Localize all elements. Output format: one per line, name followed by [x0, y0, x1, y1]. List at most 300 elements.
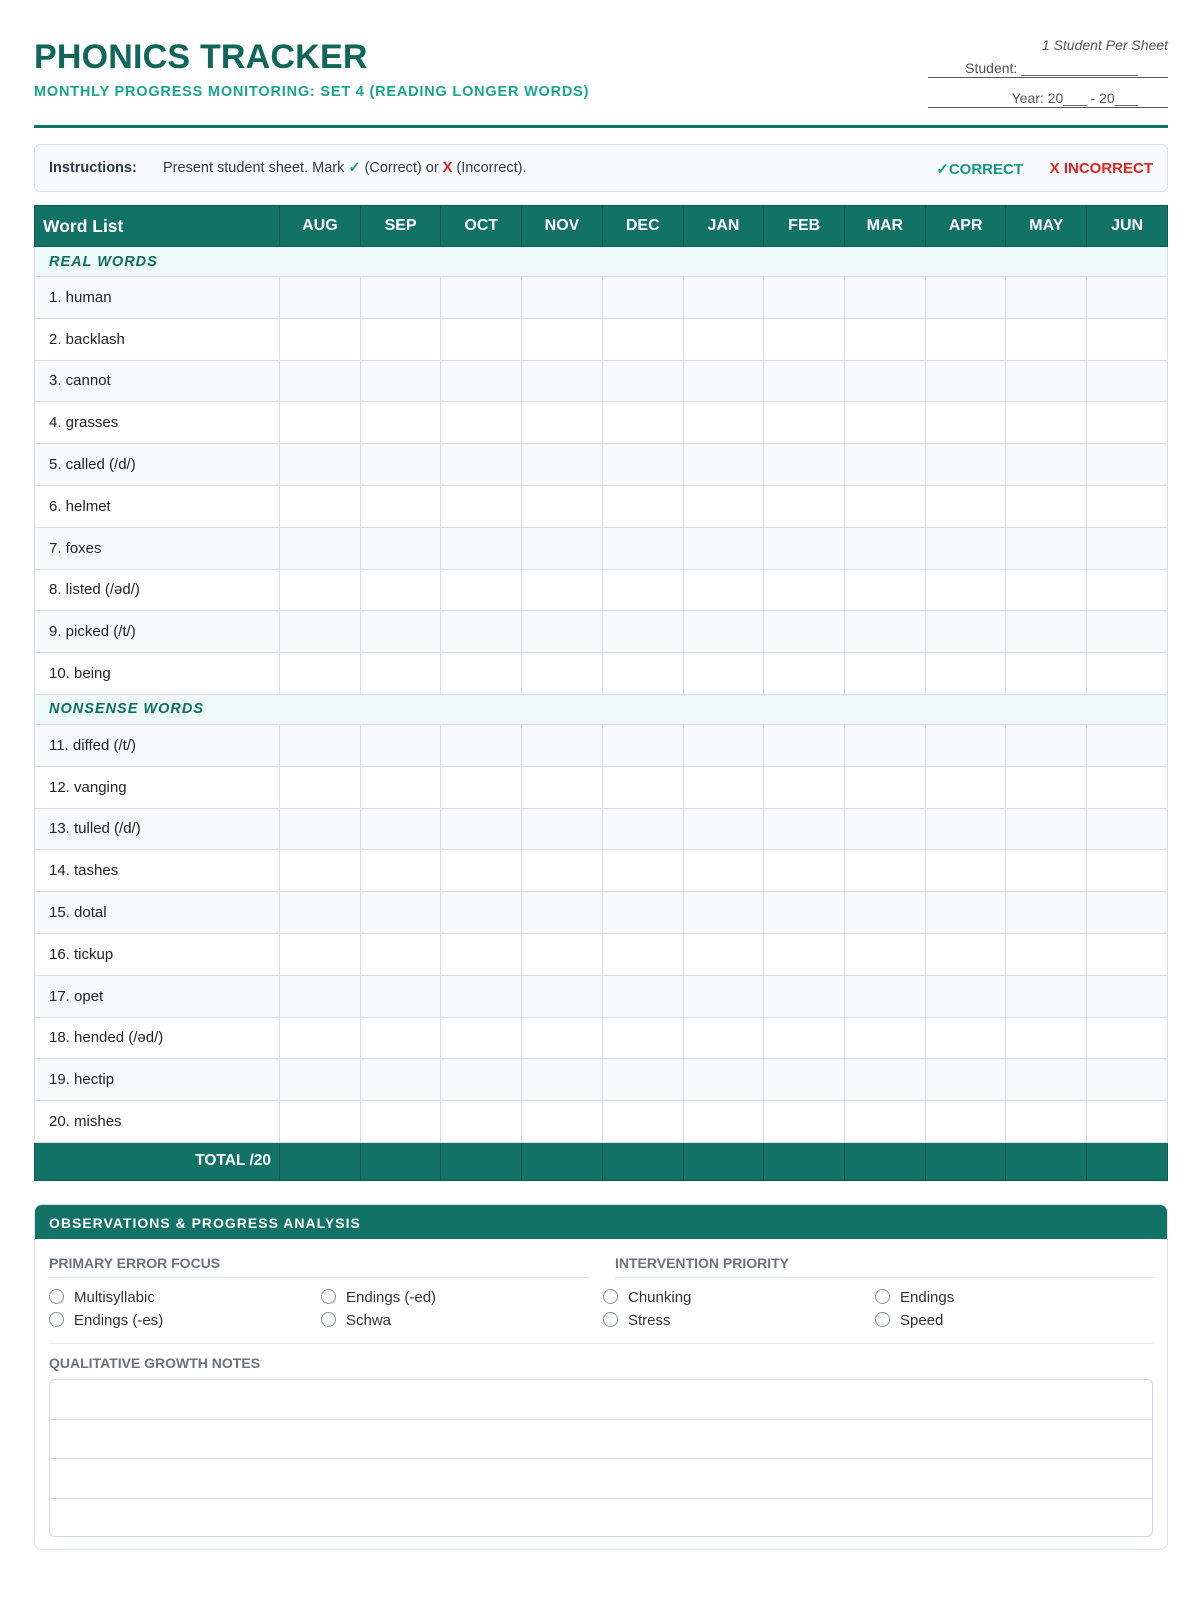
- score-cell-jun[interactable]: [1087, 892, 1168, 934]
- score-cell-sep[interactable]: [360, 527, 441, 569]
- score-cell-sep[interactable]: [360, 318, 441, 360]
- score-cell-apr[interactable]: [925, 933, 1006, 975]
- score-cell-aug[interactable]: [280, 724, 361, 766]
- score-cell-may[interactable]: [1006, 724, 1087, 766]
- option-endings-ed[interactable]: [321, 1289, 436, 1306]
- score-cell-apr[interactable]: [925, 444, 1006, 486]
- score-cell-dec[interactable]: [602, 1101, 683, 1143]
- notes-line[interactable]: [50, 1420, 1152, 1460]
- score-cell-nov[interactable]: [522, 850, 603, 892]
- table-row: [35, 402, 1168, 444]
- score-cell-apr[interactable]: [925, 1101, 1006, 1143]
- score-cell-dec[interactable]: [602, 850, 683, 892]
- word-cell: 10. being: [35, 653, 280, 695]
- option-label: Chunking: [628, 1289, 692, 1306]
- score-cell-jun[interactable]: [1087, 360, 1168, 402]
- option-speed[interactable]: [875, 1312, 943, 1329]
- score-cell-nov[interactable]: [522, 1059, 603, 1101]
- score-cell-nov[interactable]: [522, 892, 603, 934]
- score-cell-jan[interactable]: [683, 318, 764, 360]
- score-cell-feb[interactable]: [764, 527, 845, 569]
- score-cell-nov[interactable]: [522, 485, 603, 527]
- score-cell-nov[interactable]: [522, 724, 603, 766]
- score-cell-jun[interactable]: [1087, 1059, 1168, 1101]
- option-schwa[interactable]: [321, 1312, 391, 1329]
- month-header-oct: OCT: [441, 206, 522, 247]
- score-cell-dec[interactable]: [602, 444, 683, 486]
- score-cell-sep[interactable]: [360, 850, 441, 892]
- radio-icon[interactable]: [875, 1312, 890, 1327]
- page-subtitle: MONTHLY PROGRESS MONITORING: SET 4 (READING LONGER WORDS): [34, 84, 590, 100]
- score-cell-apr[interactable]: [925, 318, 1006, 360]
- page-title: PHONICS TRACKER: [34, 38, 368, 76]
- word-cell: 9. picked (/t/): [35, 611, 280, 653]
- score-cell-nov[interactable]: [522, 653, 603, 695]
- score-cell-may[interactable]: [1006, 850, 1087, 892]
- total-cell-jan[interactable]: [683, 1142, 764, 1180]
- score-cell-apr[interactable]: [925, 1059, 1006, 1101]
- score-cell-aug[interactable]: [280, 485, 361, 527]
- score-cell-aug[interactable]: [280, 933, 361, 975]
- month-header-feb: FEB: [764, 206, 845, 247]
- radio-icon[interactable]: [49, 1289, 64, 1304]
- score-cell-oct[interactable]: [441, 402, 522, 444]
- month-header-nov: NOV: [522, 206, 603, 247]
- score-cell-aug[interactable]: [280, 527, 361, 569]
- table-row: [35, 724, 1168, 766]
- total-cell-nov[interactable]: [522, 1142, 603, 1180]
- total-cell-jun[interactable]: [1087, 1142, 1168, 1180]
- score-cell-nov[interactable]: [522, 611, 603, 653]
- radio-icon[interactable]: [875, 1289, 890, 1304]
- total-cell-aug[interactable]: [280, 1142, 361, 1180]
- option-chunking[interactable]: [603, 1289, 691, 1306]
- score-cell-mar[interactable]: [845, 527, 926, 569]
- table-row: [35, 444, 1168, 486]
- score-cell-mar[interactable]: [845, 850, 926, 892]
- score-cell-aug[interactable]: [280, 850, 361, 892]
- table-header-row: [35, 206, 1168, 247]
- score-cell-jan[interactable]: [683, 569, 764, 611]
- score-cell-may[interactable]: [1006, 360, 1087, 402]
- score-cell-oct[interactable]: [441, 527, 522, 569]
- score-cell-dec[interactable]: [602, 318, 683, 360]
- score-cell-nov[interactable]: [522, 808, 603, 850]
- sheet-note: 1 Student Per Sheet: [1041, 37, 1168, 53]
- score-cell-jun[interactable]: [1087, 766, 1168, 808]
- score-cell-sep[interactable]: [360, 933, 441, 975]
- score-cell-jun[interactable]: [1087, 527, 1168, 569]
- score-cell-jan[interactable]: [683, 892, 764, 934]
- score-cell-oct[interactable]: [441, 850, 522, 892]
- score-cell-apr[interactable]: [925, 766, 1006, 808]
- score-cell-apr[interactable]: [925, 277, 1006, 319]
- score-cell-jun[interactable]: [1087, 277, 1168, 319]
- score-cell-apr[interactable]: [925, 1017, 1006, 1059]
- word-cell: 15. dotal: [35, 892, 280, 934]
- table-row: [35, 1101, 1168, 1143]
- score-cell-jun[interactable]: [1087, 808, 1168, 850]
- score-cell-aug[interactable]: [280, 569, 361, 611]
- score-cell-may[interactable]: [1006, 527, 1087, 569]
- score-cell-dec[interactable]: [602, 402, 683, 444]
- score-cell-dec[interactable]: [602, 975, 683, 1017]
- score-cell-nov[interactable]: [522, 766, 603, 808]
- score-cell-mar[interactable]: [845, 277, 926, 319]
- score-cell-feb[interactable]: [764, 933, 845, 975]
- score-cell-sep[interactable]: [360, 892, 441, 934]
- word-cell: 6. helmet: [35, 485, 280, 527]
- score-cell-oct[interactable]: [441, 1101, 522, 1143]
- score-cell-oct[interactable]: [441, 444, 522, 486]
- score-cell-nov[interactable]: [522, 1101, 603, 1143]
- score-cell-jan[interactable]: [683, 850, 764, 892]
- score-cell-jun[interactable]: [1087, 1101, 1168, 1143]
- score-cell-feb[interactable]: [764, 808, 845, 850]
- legend-incorrect: X INCORRECT: [1049, 160, 1153, 177]
- score-cell-oct[interactable]: [441, 975, 522, 1017]
- score-cell-feb[interactable]: [764, 444, 845, 486]
- score-cell-dec[interactable]: [602, 933, 683, 975]
- score-cell-sep[interactable]: [360, 402, 441, 444]
- score-cell-jan[interactable]: [683, 1017, 764, 1059]
- score-cell-apr[interactable]: [925, 850, 1006, 892]
- score-cell-may[interactable]: [1006, 569, 1087, 611]
- page-header: [34, 34, 1168, 128]
- score-cell-dec[interactable]: [602, 653, 683, 695]
- score-cell-may[interactable]: [1006, 975, 1087, 1017]
- word-cell: 12. vanging: [35, 766, 280, 808]
- score-cell-may[interactable]: [1006, 766, 1087, 808]
- score-cell-apr[interactable]: [925, 569, 1006, 611]
- score-cell-feb[interactable]: [764, 724, 845, 766]
- score-cell-apr[interactable]: [925, 808, 1006, 850]
- total-cell-feb[interactable]: [764, 1142, 845, 1180]
- score-cell-jun[interactable]: [1087, 724, 1168, 766]
- score-cell-jun[interactable]: [1087, 653, 1168, 695]
- score-cell-mar[interactable]: [845, 569, 926, 611]
- option-endings[interactable]: [875, 1289, 954, 1306]
- score-cell-oct[interactable]: [441, 318, 522, 360]
- score-cell-nov[interactable]: [522, 402, 603, 444]
- score-cell-mar[interactable]: [845, 933, 926, 975]
- table-row: [35, 485, 1168, 527]
- score-cell-dec[interactable]: [602, 892, 683, 934]
- score-cell-sep[interactable]: [360, 1059, 441, 1101]
- score-cell-apr[interactable]: [925, 724, 1006, 766]
- score-cell-feb[interactable]: [764, 277, 845, 319]
- section-title: NONSENSE WORDS: [35, 694, 1168, 724]
- score-cell-jan[interactable]: [683, 360, 764, 402]
- table-row: [35, 318, 1168, 360]
- word-cell: 3. cannot: [35, 360, 280, 402]
- radio-icon[interactable]: [603, 1312, 618, 1327]
- score-cell-oct[interactable]: [441, 485, 522, 527]
- score-cell-nov[interactable]: [522, 444, 603, 486]
- word-cell: 1. human: [35, 277, 280, 319]
- score-cell-sep[interactable]: [360, 277, 441, 319]
- table-row: [35, 808, 1168, 850]
- score-cell-feb[interactable]: [764, 1059, 845, 1101]
- total-cell-oct[interactable]: [441, 1142, 522, 1180]
- score-cell-dec[interactable]: [602, 360, 683, 402]
- score-cell-mar[interactable]: [845, 611, 926, 653]
- score-cell-jun[interactable]: [1087, 850, 1168, 892]
- score-cell-sep[interactable]: [360, 808, 441, 850]
- score-cell-apr[interactable]: [925, 975, 1006, 1017]
- score-cell-sep[interactable]: [360, 766, 441, 808]
- score-cell-jun[interactable]: [1087, 444, 1168, 486]
- option-endings-es[interactable]: [49, 1312, 163, 1329]
- score-cell-mar[interactable]: [845, 1059, 926, 1101]
- score-cell-feb[interactable]: [764, 569, 845, 611]
- score-cell-sep[interactable]: [360, 975, 441, 1017]
- total-cell-dec[interactable]: [602, 1142, 683, 1180]
- score-cell-aug[interactable]: [280, 318, 361, 360]
- word-cell: 17. opet: [35, 975, 280, 1017]
- score-cell-aug[interactable]: [280, 892, 361, 934]
- score-cell-oct[interactable]: [441, 933, 522, 975]
- score-cell-oct[interactable]: [441, 569, 522, 611]
- score-cell-jan[interactable]: [683, 277, 764, 319]
- score-cell-aug[interactable]: [280, 975, 361, 1017]
- radio-icon[interactable]: [603, 1289, 618, 1304]
- score-cell-feb[interactable]: [764, 318, 845, 360]
- score-cell-aug[interactable]: [280, 653, 361, 695]
- score-cell-aug[interactable]: [280, 444, 361, 486]
- score-cell-jan[interactable]: [683, 724, 764, 766]
- score-cell-mar[interactable]: [845, 485, 926, 527]
- score-cell-feb[interactable]: [764, 611, 845, 653]
- score-cell-sep[interactable]: [360, 569, 441, 611]
- score-cell-oct[interactable]: [441, 1059, 522, 1101]
- score-cell-oct[interactable]: [441, 1017, 522, 1059]
- score-cell-oct[interactable]: [441, 653, 522, 695]
- score-cell-may[interactable]: [1006, 1101, 1087, 1143]
- table-row: [35, 1059, 1168, 1101]
- word-cell: 11. diffed (/t/): [35, 724, 280, 766]
- word-cell: 4. grasses: [35, 402, 280, 444]
- score-cell-oct[interactable]: [441, 724, 522, 766]
- score-cell-oct[interactable]: [441, 808, 522, 850]
- score-cell-jun[interactable]: [1087, 569, 1168, 611]
- score-cell-apr[interactable]: [925, 360, 1006, 402]
- total-cell-may[interactable]: [1006, 1142, 1087, 1180]
- score-cell-sep[interactable]: [360, 360, 441, 402]
- score-cell-apr[interactable]: [925, 485, 1006, 527]
- score-cell-jun[interactable]: [1087, 402, 1168, 444]
- score-cell-jun[interactable]: [1087, 1017, 1168, 1059]
- score-cell-mar[interactable]: [845, 1101, 926, 1143]
- score-cell-dec[interactable]: [602, 766, 683, 808]
- score-cell-feb[interactable]: [764, 402, 845, 444]
- score-cell-sep[interactable]: [360, 444, 441, 486]
- score-cell-sep[interactable]: [360, 724, 441, 766]
- score-cell-dec[interactable]: [602, 1059, 683, 1101]
- score-cell-sep[interactable]: [360, 653, 441, 695]
- score-cell-aug[interactable]: [280, 611, 361, 653]
- score-cell-oct[interactable]: [441, 611, 522, 653]
- score-cell-aug[interactable]: [280, 1101, 361, 1143]
- section-title: REAL WORDS: [35, 247, 1168, 277]
- score-cell-nov[interactable]: [522, 277, 603, 319]
- score-cell-jan[interactable]: [683, 766, 764, 808]
- primary-error-label: PRIMARY ERROR FOCUS: [49, 1255, 589, 1278]
- notes-line[interactable]: [50, 1459, 1152, 1499]
- score-cell-sep[interactable]: [360, 485, 441, 527]
- score-cell-jan[interactable]: [683, 611, 764, 653]
- score-cell-may[interactable]: [1006, 402, 1087, 444]
- score-cell-mar[interactable]: [845, 402, 926, 444]
- score-cell-jan[interactable]: [683, 402, 764, 444]
- score-cell-dec[interactable]: [602, 569, 683, 611]
- score-cell-nov[interactable]: [522, 527, 603, 569]
- score-cell-nov[interactable]: [522, 975, 603, 1017]
- score-cell-mar[interactable]: [845, 360, 926, 402]
- radio-icon[interactable]: [321, 1289, 336, 1304]
- score-cell-feb[interactable]: [764, 485, 845, 527]
- word-cell: 13. tulled (/d/): [35, 808, 280, 850]
- month-header-apr: APR: [925, 206, 1006, 247]
- score-cell-mar[interactable]: [845, 892, 926, 934]
- score-cell-aug[interactable]: [280, 1059, 361, 1101]
- table-row: [35, 850, 1168, 892]
- score-cell-feb[interactable]: [764, 766, 845, 808]
- table-row: [35, 892, 1168, 934]
- score-cell-apr[interactable]: [925, 653, 1006, 695]
- score-cell-may[interactable]: [1006, 1017, 1087, 1059]
- score-cell-sep[interactable]: [360, 611, 441, 653]
- score-cell-nov[interactable]: [522, 318, 603, 360]
- radio-icon[interactable]: [49, 1312, 64, 1327]
- score-cell-may[interactable]: [1006, 318, 1087, 360]
- score-cell-jan[interactable]: [683, 444, 764, 486]
- score-cell-apr[interactable]: [925, 527, 1006, 569]
- score-cell-jan[interactable]: [683, 527, 764, 569]
- score-cell-jan[interactable]: [683, 808, 764, 850]
- total-cell-mar[interactable]: [845, 1142, 926, 1180]
- score-cell-sep[interactable]: [360, 1017, 441, 1059]
- score-cell-jan[interactable]: [683, 975, 764, 1017]
- score-cell-jan[interactable]: [683, 933, 764, 975]
- score-cell-mar[interactable]: [845, 975, 926, 1017]
- score-cell-sep[interactable]: [360, 1101, 441, 1143]
- score-cell-apr[interactable]: [925, 611, 1006, 653]
- score-cell-jan[interactable]: [683, 653, 764, 695]
- score-cell-nov[interactable]: [522, 933, 603, 975]
- total-cell-sep[interactable]: [360, 1142, 441, 1180]
- score-cell-dec[interactable]: [602, 527, 683, 569]
- score-cell-dec[interactable]: [602, 611, 683, 653]
- score-cell-jun[interactable]: [1087, 318, 1168, 360]
- score-cell-may[interactable]: [1006, 611, 1087, 653]
- score-cell-may[interactable]: [1006, 444, 1087, 486]
- score-cell-aug[interactable]: [280, 402, 361, 444]
- word-cell: 19. hectip: [35, 1059, 280, 1101]
- student-field[interactable]: [928, 60, 1168, 78]
- score-cell-aug[interactable]: [280, 360, 361, 402]
- score-cell-may[interactable]: [1006, 653, 1087, 695]
- score-cell-aug[interactable]: [280, 766, 361, 808]
- score-cell-feb[interactable]: [764, 653, 845, 695]
- score-cell-jun[interactable]: [1087, 975, 1168, 1017]
- score-cell-feb[interactable]: [764, 1017, 845, 1059]
- score-cell-feb[interactable]: [764, 892, 845, 934]
- notes-box[interactable]: [49, 1379, 1153, 1537]
- score-cell-oct[interactable]: [441, 892, 522, 934]
- tracker-table: [34, 205, 1168, 1181]
- score-cell-may[interactable]: [1006, 485, 1087, 527]
- score-cell-apr[interactable]: [925, 402, 1006, 444]
- section-row: [35, 694, 1168, 724]
- word-cell: 20. mishes: [35, 1101, 280, 1143]
- score-cell-oct[interactable]: [441, 277, 522, 319]
- score-cell-nov[interactable]: [522, 1017, 603, 1059]
- score-cell-mar[interactable]: [845, 1017, 926, 1059]
- score-cell-may[interactable]: [1006, 933, 1087, 975]
- score-cell-feb[interactable]: [764, 975, 845, 1017]
- score-cell-may[interactable]: [1006, 1059, 1087, 1101]
- notes-line[interactable]: [50, 1380, 1152, 1420]
- student-label: Student: _______________: [965, 60, 1138, 76]
- score-cell-dec[interactable]: [602, 724, 683, 766]
- month-header-mar: MAR: [845, 206, 926, 247]
- score-cell-mar[interactable]: [845, 724, 926, 766]
- score-cell-aug[interactable]: [280, 277, 361, 319]
- score-cell-may[interactable]: [1006, 808, 1087, 850]
- score-cell-nov[interactable]: [522, 360, 603, 402]
- instructions-text-after: (Incorrect).: [456, 160, 527, 176]
- score-cell-mar[interactable]: [845, 766, 926, 808]
- score-cell-dec[interactable]: [602, 277, 683, 319]
- notes-line[interactable]: [50, 1499, 1152, 1539]
- score-cell-apr[interactable]: [925, 892, 1006, 934]
- radio-icon[interactable]: [321, 1312, 336, 1327]
- score-cell-oct[interactable]: [441, 766, 522, 808]
- score-cell-nov[interactable]: [522, 569, 603, 611]
- total-cell-apr[interactable]: [925, 1142, 1006, 1180]
- score-cell-jan[interactable]: [683, 1101, 764, 1143]
- score-cell-oct[interactable]: [441, 360, 522, 402]
- score-cell-may[interactable]: [1006, 892, 1087, 934]
- score-cell-feb[interactable]: [764, 360, 845, 402]
- score-cell-dec[interactable]: [602, 1017, 683, 1059]
- score-cell-aug[interactable]: [280, 1017, 361, 1059]
- score-cell-mar[interactable]: [845, 808, 926, 850]
- score-cell-feb[interactable]: [764, 1101, 845, 1143]
- option-stress[interactable]: [603, 1312, 671, 1329]
- table-row: [35, 653, 1168, 695]
- score-cell-aug[interactable]: [280, 808, 361, 850]
- score-cell-dec[interactable]: [602, 808, 683, 850]
- score-cell-mar[interactable]: [845, 318, 926, 360]
- option-multisyllabic[interactable]: [49, 1289, 155, 1306]
- word-cell: 16. tickup: [35, 933, 280, 975]
- score-cell-dec[interactable]: [602, 485, 683, 527]
- year-field[interactable]: [928, 90, 1168, 108]
- score-cell-jun[interactable]: [1087, 485, 1168, 527]
- score-cell-jan[interactable]: [683, 1059, 764, 1101]
- score-cell-jun[interactable]: [1087, 611, 1168, 653]
- score-cell-mar[interactable]: [845, 653, 926, 695]
- score-cell-may[interactable]: [1006, 277, 1087, 319]
- score-cell-jan[interactable]: [683, 485, 764, 527]
- score-cell-jun[interactable]: [1087, 933, 1168, 975]
- month-header-aug: AUG: [280, 206, 361, 247]
- score-cell-mar[interactable]: [845, 444, 926, 486]
- score-cell-feb[interactable]: [764, 850, 845, 892]
- option-label: Stress: [628, 1312, 671, 1329]
